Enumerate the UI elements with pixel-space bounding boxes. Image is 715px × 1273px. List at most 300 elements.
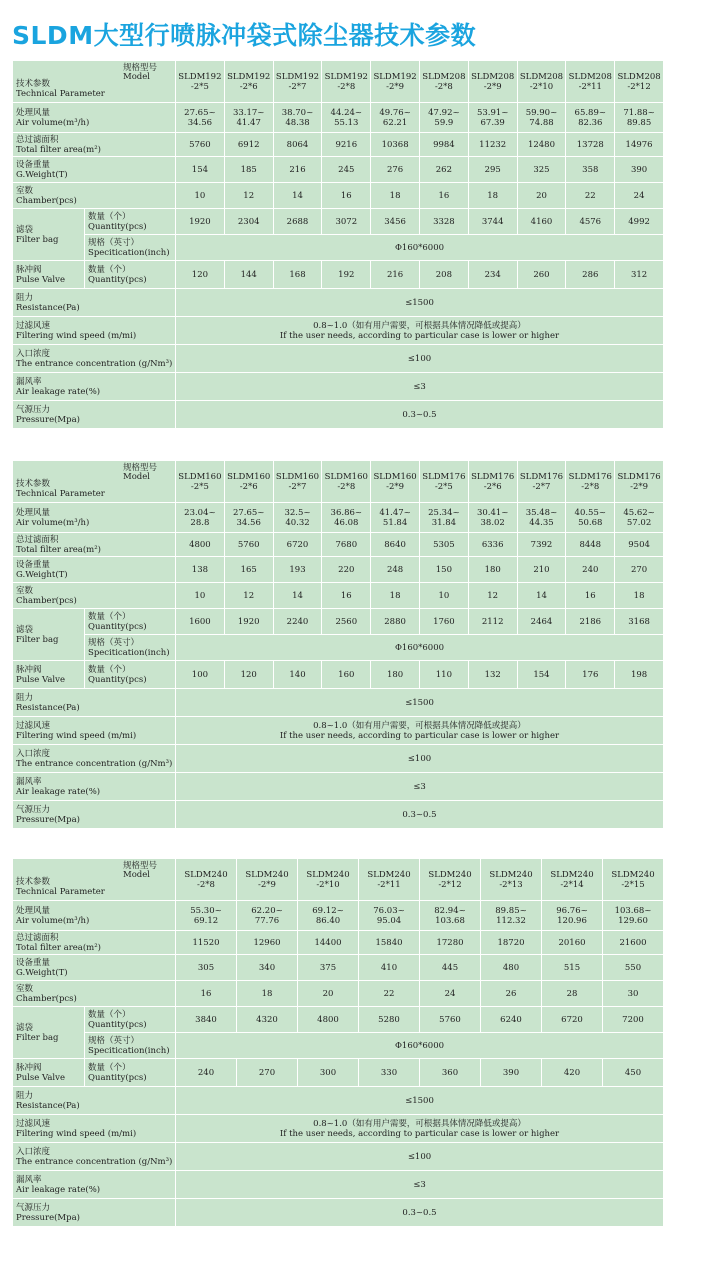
label-zh: 阻力 bbox=[16, 692, 34, 703]
chamber-cell: 10 bbox=[176, 583, 225, 609]
air-volume-min: 35.48~ bbox=[525, 507, 558, 518]
filter-bag-label bbox=[13, 209, 85, 261]
leakage-label bbox=[13, 773, 176, 801]
filter-area-cell: 6720 bbox=[273, 533, 322, 557]
wind-speed-text: If the user needs, according to particular case is lower or higher bbox=[279, 1128, 560, 1139]
concentration-value bbox=[176, 345, 664, 373]
chamber-cell: 22 bbox=[359, 981, 420, 1007]
leakage-value bbox=[176, 373, 664, 401]
model-name: SLDM160 -2*6 bbox=[227, 471, 271, 492]
model-name: SLDM240 -2*15 bbox=[611, 869, 655, 890]
pulse-valve-row bbox=[13, 661, 664, 689]
label-zh: 入口浓度 bbox=[16, 348, 51, 359]
label-zh: 室数 bbox=[16, 185, 34, 196]
wind-speed-row bbox=[13, 717, 664, 745]
chamber-cell: 20 bbox=[298, 981, 359, 1007]
air-volume-cell bbox=[603, 901, 664, 931]
model-cell bbox=[298, 859, 359, 901]
label-en: Air leakage rate(%) bbox=[16, 786, 101, 797]
air-volume-cell bbox=[273, 503, 322, 533]
air-volume-max: 55.13 bbox=[334, 117, 359, 128]
spec-label-en: Model bbox=[122, 72, 150, 82]
air-volume-max: 51.84 bbox=[382, 517, 408, 528]
air-volume-cell bbox=[322, 103, 371, 133]
leakage-text: ≤3 bbox=[413, 381, 426, 392]
label-zh: 阻力 bbox=[16, 1090, 34, 1101]
pulse-valve-cell: 300 bbox=[298, 1059, 359, 1087]
air-volume-cell bbox=[615, 103, 664, 133]
air-volume-min: 59.90~ bbox=[525, 107, 558, 118]
header-row bbox=[13, 61, 664, 103]
label-zh: 总过滤面积 bbox=[16, 534, 59, 545]
model-name: SLDM240 -2*14 bbox=[550, 869, 594, 890]
chamber-cell: 18 bbox=[371, 183, 420, 209]
bag-quantity-cell: 4320 bbox=[237, 1007, 298, 1033]
bag-quantity-cell: 2240 bbox=[273, 609, 322, 635]
label-en: Pulse Valve bbox=[16, 274, 65, 285]
filter-bag-label bbox=[13, 609, 85, 661]
leakage-label bbox=[13, 373, 176, 401]
model-cell bbox=[224, 61, 273, 103]
air-volume-max: 48.38 bbox=[285, 117, 310, 128]
label-zh: 总过滤面积 bbox=[16, 932, 59, 943]
pulse-valve-cell: 420 bbox=[542, 1059, 603, 1087]
air-volume-min: 103.68~ bbox=[614, 905, 652, 916]
bag-size-value: Φ160*6000 bbox=[176, 235, 664, 261]
air-volume-min: 33.17~ bbox=[232, 107, 265, 118]
filter-area-cell: 4800 bbox=[176, 533, 225, 557]
air-volume-min: 49.76~ bbox=[379, 107, 411, 118]
label-zh: 处理风量 bbox=[16, 507, 51, 518]
concentration-value bbox=[176, 745, 664, 773]
leakage-text: ≤3 bbox=[413, 1179, 426, 1190]
label-zh: 数量（个） bbox=[88, 664, 131, 675]
pressure-label bbox=[13, 801, 176, 829]
bag-quantity-cell: 4800 bbox=[298, 1007, 359, 1033]
leakage-text: ≤3 bbox=[413, 781, 426, 792]
model-cell bbox=[468, 461, 517, 503]
air-volume-min: 27.65~ bbox=[184, 107, 216, 118]
air-volume-min: 76.03~ bbox=[373, 905, 405, 916]
label-zh: 设备重量 bbox=[16, 957, 51, 968]
label-zh: 阻力 bbox=[16, 292, 34, 303]
filter-area-cell: 7392 bbox=[517, 533, 566, 557]
air-volume-min: 69.12~ bbox=[312, 905, 344, 916]
bag-quantity-cell: 6720 bbox=[542, 1007, 603, 1033]
pulse-valve-label bbox=[13, 1059, 85, 1087]
label-zh: 滤袋 bbox=[16, 624, 34, 635]
pressure-text: 0.3~0.5 bbox=[402, 409, 437, 420]
model-cell bbox=[615, 61, 664, 103]
header-corner bbox=[13, 859, 176, 901]
air-volume-max: 50.68 bbox=[578, 517, 603, 528]
air-volume-cell bbox=[371, 103, 420, 133]
spec-table-1 bbox=[12, 60, 664, 429]
bag-size-value: Φ160*6000 bbox=[176, 1033, 664, 1059]
weight-cell: 276 bbox=[371, 157, 420, 183]
resistance-row bbox=[13, 289, 664, 317]
spec-label-en: Model bbox=[122, 870, 150, 880]
filter-area-cell: 18720 bbox=[481, 931, 542, 955]
air-volume-max: 41.47 bbox=[236, 117, 261, 128]
bag-quantity-cell: 5760 bbox=[420, 1007, 481, 1033]
air-volume-cell bbox=[468, 503, 517, 533]
wind-speed-text: 0.8~1.0（如有用户需要，可根据具体情况降低或提高） bbox=[313, 720, 526, 731]
air-volume-cell bbox=[298, 901, 359, 931]
air-volume-row bbox=[13, 103, 664, 133]
filter-area-cell: 8640 bbox=[371, 533, 420, 557]
filter-area-cell: 17280 bbox=[420, 931, 481, 955]
wind-speed-row bbox=[13, 317, 664, 345]
model-cell bbox=[615, 461, 664, 503]
weight-cell: 245 bbox=[322, 157, 371, 183]
weight-cell: 138 bbox=[176, 557, 225, 583]
label-en: G.Weight(T) bbox=[16, 967, 68, 978]
label-en: Filter bag bbox=[16, 634, 59, 645]
chamber-cell: 18 bbox=[371, 583, 420, 609]
weight-row bbox=[13, 157, 664, 183]
label-en: Quantity(pcs) bbox=[88, 674, 147, 685]
concentration-row bbox=[13, 1143, 664, 1171]
label-en: Filter bag bbox=[16, 1032, 59, 1043]
filter-area-cell: 10368 bbox=[371, 133, 420, 157]
air-volume-max: 34.56 bbox=[187, 117, 213, 128]
chamber-cell: 20 bbox=[517, 183, 566, 209]
label-en: Total filter area(m²) bbox=[16, 144, 101, 155]
leakage-value bbox=[176, 1171, 664, 1199]
label-en: Filter bag bbox=[16, 234, 59, 245]
air-volume-min: 23.04~ bbox=[184, 507, 216, 518]
model-name: SLDM160 -2*8 bbox=[324, 471, 368, 492]
bag-quantity-cell: 2112 bbox=[468, 609, 517, 635]
label-en: Air volume(m³/h) bbox=[16, 915, 90, 926]
bag-quantity-cell: 2464 bbox=[517, 609, 566, 635]
air-volume-min: 53.91~ bbox=[476, 107, 509, 118]
bag-quantity-cell: 3840 bbox=[176, 1007, 237, 1033]
resistance-text: ≤1500 bbox=[405, 1095, 434, 1106]
bag-quantity-cell: 2186 bbox=[566, 609, 615, 635]
weight-cell: 445 bbox=[420, 955, 481, 981]
label-zh: 入口浓度 bbox=[16, 748, 51, 759]
label-en: Total filter area(m²) bbox=[16, 544, 101, 555]
bag-quantity-cell: 4576 bbox=[566, 209, 615, 235]
label-zh: 漏风率 bbox=[16, 376, 42, 387]
air-volume-cell bbox=[517, 103, 566, 133]
valve-quantity-label bbox=[85, 661, 176, 689]
weight-cell: 150 bbox=[419, 557, 468, 583]
weight-cell: 550 bbox=[603, 955, 664, 981]
wind-speed-value bbox=[176, 317, 664, 345]
label-en: Filtering wind speed (m/mi) bbox=[16, 730, 137, 741]
chamber-cell: 26 bbox=[481, 981, 542, 1007]
model-cell bbox=[517, 61, 566, 103]
model-cell bbox=[468, 61, 517, 103]
filter-area-cell: 5760 bbox=[176, 133, 225, 157]
weight-label bbox=[13, 557, 176, 583]
model-name: SLDM240 -2*9 bbox=[245, 869, 289, 890]
bag-quantity-row bbox=[13, 1007, 664, 1033]
spec-label-zh: 规格型号 bbox=[122, 63, 157, 73]
label-en: The entrance concentration (g/Nm³) bbox=[16, 1156, 173, 1167]
air-volume-min: 41.47~ bbox=[379, 507, 411, 518]
filter-area-row bbox=[13, 133, 664, 157]
label-en: Resistance(Pa) bbox=[16, 302, 80, 313]
resistance-value bbox=[176, 689, 664, 717]
air-volume-max: 57.02 bbox=[626, 517, 652, 528]
pulse-valve-cell: 110 bbox=[419, 661, 468, 689]
model-name: SLDM192 -2*8 bbox=[324, 71, 368, 92]
label-zh: 数量（个） bbox=[88, 611, 131, 622]
model-cell bbox=[359, 859, 420, 901]
bag-size-value: Φ160*6000 bbox=[176, 635, 664, 661]
label-en: Air leakage rate(%) bbox=[16, 1184, 101, 1195]
pressure-label bbox=[13, 401, 176, 429]
model-name: SLDM208 -2*11 bbox=[568, 71, 612, 92]
chamber-cell: 14 bbox=[273, 183, 322, 209]
filter-area-cell: 6336 bbox=[468, 533, 517, 557]
weight-cell: 185 bbox=[224, 157, 273, 183]
pulse-valve-cell: 240 bbox=[176, 1059, 237, 1087]
page-title: SLDM大型行喷脉冲袋式除尘器技术参数 bbox=[12, 21, 477, 50]
label-zh: 入口浓度 bbox=[16, 1146, 51, 1157]
model-name: SLDM192 -2*9 bbox=[373, 71, 417, 92]
weight-label bbox=[13, 955, 176, 981]
concentration-label bbox=[13, 745, 176, 773]
filter-area-cell: 14400 bbox=[298, 931, 359, 955]
filter-area-cell: 6912 bbox=[224, 133, 273, 157]
filter-area-row bbox=[13, 533, 664, 557]
label-zh: 气源压力 bbox=[16, 1202, 51, 1213]
label-zh: 规格（英寸） bbox=[88, 1035, 140, 1046]
air-volume-min: 89.85~ bbox=[495, 905, 527, 916]
bag-quantity-cell: 3328 bbox=[419, 209, 468, 235]
model-cell bbox=[176, 859, 237, 901]
air-volume-min: 38.70~ bbox=[281, 107, 314, 118]
spec-table-3 bbox=[12, 858, 664, 1227]
label-en: Pulse Valve bbox=[16, 1072, 65, 1083]
model-name: SLDM160 -2*7 bbox=[275, 471, 320, 492]
bag-quantity-cell: 1600 bbox=[176, 609, 225, 635]
label-en: Resistance(Pa) bbox=[16, 1100, 80, 1111]
model-cell bbox=[542, 859, 603, 901]
header-corner bbox=[13, 461, 176, 503]
filter-area-cell: 14976 bbox=[615, 133, 664, 157]
weight-cell: 480 bbox=[481, 955, 542, 981]
bag-quantity-cell: 2304 bbox=[224, 209, 273, 235]
pressure-value bbox=[176, 401, 664, 429]
bag-quantity-cell: 4992 bbox=[615, 209, 664, 235]
bag-size-label bbox=[85, 1033, 176, 1059]
chamber-row bbox=[13, 183, 664, 209]
label-zh: 处理风量 bbox=[16, 107, 51, 118]
pulse-valve-label bbox=[13, 661, 85, 689]
chamber-row bbox=[13, 583, 664, 609]
air-volume-cell bbox=[468, 103, 517, 133]
filter-area-label bbox=[13, 133, 176, 157]
resistance-value bbox=[176, 289, 664, 317]
leakage-row bbox=[13, 773, 664, 801]
weight-cell: 515 bbox=[542, 955, 603, 981]
model-cell bbox=[481, 859, 542, 901]
pulse-valve-cell: 120 bbox=[224, 661, 273, 689]
tech-label-en: Technical Parameter bbox=[16, 489, 105, 499]
air-volume-min: 44.24~ bbox=[330, 107, 363, 118]
chamber-cell: 10 bbox=[419, 583, 468, 609]
label-en: Specitication(inch) bbox=[88, 647, 170, 658]
pulse-valve-cell: 270 bbox=[237, 1059, 298, 1087]
tech-label-zh: 技术参数 bbox=[16, 79, 51, 89]
air-volume-cell bbox=[371, 503, 420, 533]
model-name: SLDM240 -2*13 bbox=[489, 869, 533, 890]
label-zh: 过滤风速 bbox=[16, 320, 51, 331]
label-zh: 规格（英寸） bbox=[88, 637, 140, 648]
pressure-label bbox=[13, 1199, 176, 1227]
filter-area-cell: 21600 bbox=[603, 931, 664, 955]
model-name: SLDM192 -2*5 bbox=[178, 71, 222, 92]
label-en: Pressure(Mpa) bbox=[16, 1212, 80, 1223]
spec-label-zh: 规格型号 bbox=[122, 463, 157, 473]
wind-speed-text: 0.8~1.0（如有用户需要，可根据具体情况降低或提高） bbox=[313, 1118, 526, 1129]
model-name: SLDM176 -2*5 bbox=[422, 471, 466, 492]
model-cell bbox=[176, 61, 225, 103]
chamber-cell: 22 bbox=[566, 183, 615, 209]
label-zh: 数量（个） bbox=[88, 211, 131, 222]
model-name: SLDM176 -2*9 bbox=[617, 471, 661, 492]
model-cell bbox=[517, 461, 566, 503]
pressure-row bbox=[13, 801, 664, 829]
pulse-valve-cell: 160 bbox=[322, 661, 371, 689]
wind-speed-label bbox=[13, 317, 176, 345]
model-name: SLDM160 -2*9 bbox=[373, 471, 417, 492]
weight-cell: 240 bbox=[566, 557, 615, 583]
air-volume-max: 44.35 bbox=[529, 517, 554, 528]
chamber-label bbox=[13, 981, 176, 1007]
air-volume-min: 96.76~ bbox=[556, 905, 588, 916]
bag-quantity-cell: 3744 bbox=[468, 209, 517, 235]
air-volume-cell bbox=[566, 503, 615, 533]
air-volume-max: 31.84 bbox=[431, 517, 457, 528]
bag-quantity-cell: 1760 bbox=[419, 609, 468, 635]
filter-area-row bbox=[13, 931, 664, 955]
model-name: SLDM192 -2*7 bbox=[275, 71, 320, 92]
weight-cell: 193 bbox=[273, 557, 322, 583]
air-volume-max: 28.8 bbox=[190, 517, 210, 528]
chamber-cell: 18 bbox=[237, 981, 298, 1007]
chamber-cell: 30 bbox=[603, 981, 664, 1007]
label-en: Chamber(pcs) bbox=[16, 195, 77, 206]
filter-area-cell: 5760 bbox=[224, 533, 273, 557]
air-volume-max: 112.32 bbox=[496, 915, 526, 926]
label-zh: 室数 bbox=[16, 983, 34, 994]
pulse-valve-cell: 144 bbox=[224, 261, 273, 289]
chamber-cell: 28 bbox=[542, 981, 603, 1007]
air-volume-max: 103.68 bbox=[435, 915, 465, 926]
label-en: G.Weight(T) bbox=[16, 169, 68, 180]
air-volume-min: 55.30~ bbox=[190, 905, 222, 916]
weight-cell: 154 bbox=[176, 157, 225, 183]
air-volume-min: 45.62~ bbox=[623, 507, 655, 518]
bag-quantity-cell: 2880 bbox=[371, 609, 420, 635]
air-volume-cell bbox=[566, 103, 615, 133]
model-cell bbox=[603, 859, 664, 901]
label-zh: 脉冲阀 bbox=[16, 264, 42, 275]
weight-row bbox=[13, 955, 664, 981]
label-en: Air volume(m³/h) bbox=[16, 117, 90, 128]
pulse-valve-cell: 208 bbox=[419, 261, 468, 289]
resistance-label bbox=[13, 289, 176, 317]
air-volume-cell bbox=[517, 503, 566, 533]
air-volume-max: 89.85 bbox=[626, 117, 652, 128]
air-volume-cell bbox=[224, 103, 273, 133]
chamber-cell: 18 bbox=[615, 583, 664, 609]
label-zh: 数量（个） bbox=[88, 264, 131, 275]
chamber-label bbox=[13, 583, 176, 609]
weight-cell: 325 bbox=[517, 157, 566, 183]
air-volume-min: 47.92~ bbox=[428, 107, 460, 118]
label-en: Quantity(pcs) bbox=[88, 221, 147, 232]
concentration-text: ≤100 bbox=[407, 1151, 432, 1162]
air-volume-row bbox=[13, 503, 664, 533]
air-volume-min: 25.34~ bbox=[428, 507, 460, 518]
filter-area-cell: 8064 bbox=[273, 133, 322, 157]
chamber-cell: 12 bbox=[468, 583, 517, 609]
spec-label-zh: 规格型号 bbox=[122, 861, 157, 871]
air-volume-max: 95.04 bbox=[376, 915, 402, 926]
leakage-row bbox=[13, 1171, 664, 1199]
filter-area-cell: 7680 bbox=[322, 533, 371, 557]
filter-area-cell: 20160 bbox=[542, 931, 603, 955]
label-zh: 滤袋 bbox=[16, 224, 34, 235]
label-en: Specitication(inch) bbox=[88, 247, 170, 258]
chamber-label bbox=[13, 183, 176, 209]
air-volume-cell bbox=[322, 503, 371, 533]
pulse-valve-cell: 120 bbox=[176, 261, 225, 289]
model-cell bbox=[566, 461, 615, 503]
header-corner bbox=[13, 61, 176, 103]
pulse-valve-cell: 132 bbox=[468, 661, 517, 689]
bag-quantity-cell: 2688 bbox=[273, 209, 322, 235]
bag-quantity-cell: 3456 bbox=[371, 209, 420, 235]
pressure-text: 0.3~0.5 bbox=[402, 809, 437, 820]
label-zh: 气源压力 bbox=[16, 404, 51, 415]
wind-speed-value bbox=[176, 717, 664, 745]
label-zh: 过滤风速 bbox=[16, 1118, 51, 1129]
label-en: Quantity(pcs) bbox=[88, 274, 147, 285]
resistance-label bbox=[13, 689, 176, 717]
valve-quantity-label bbox=[85, 1059, 176, 1087]
weight-cell: 390 bbox=[615, 157, 664, 183]
resistance-label bbox=[13, 1087, 176, 1115]
concentration-text: ≤100 bbox=[407, 753, 432, 764]
bag-size-label bbox=[85, 635, 176, 661]
pulse-valve-cell: 176 bbox=[566, 661, 615, 689]
resistance-row bbox=[13, 689, 664, 717]
filter-area-cell: 12960 bbox=[237, 931, 298, 955]
air-volume-min: 36.86~ bbox=[330, 507, 363, 518]
air-volume-cell bbox=[224, 503, 273, 533]
chamber-cell: 10 bbox=[176, 183, 225, 209]
weight-cell: 295 bbox=[468, 157, 517, 183]
air-volume-max: 120.96 bbox=[557, 915, 587, 926]
label-en: Quantity(pcs) bbox=[88, 1072, 147, 1083]
model-cell bbox=[322, 61, 371, 103]
model-name: SLDM240 -2*12 bbox=[428, 869, 472, 890]
weight-cell: 216 bbox=[273, 157, 322, 183]
label-zh: 总过滤面积 bbox=[16, 134, 59, 145]
bag-quantity-cell: 6240 bbox=[481, 1007, 542, 1033]
label-en: The entrance concentration (g/Nm³) bbox=[16, 758, 173, 769]
wind-speed-label bbox=[13, 717, 176, 745]
